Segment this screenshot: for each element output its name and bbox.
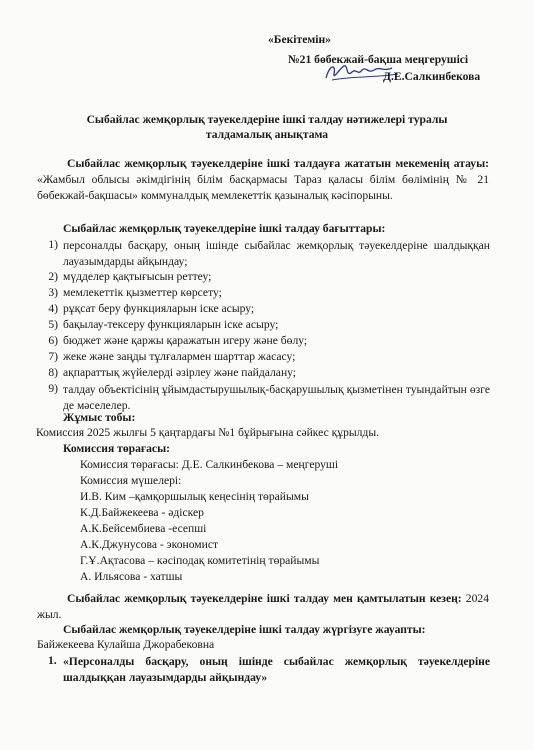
list-item-num: 7): [48, 350, 58, 363]
commission-chair: Комиссия төрағасы: Д.Е. Салкинбекова – меңгеруші: [80, 458, 339, 471]
list-item-num: 5): [48, 318, 58, 331]
list-item-num: 8): [48, 366, 58, 379]
list-item: бюджет және қаржы қаражатын игеру және бөлу;: [63, 334, 308, 347]
list-item: ақпараттық жүйелерді әзірлеу және пайдалану;: [63, 366, 297, 379]
list-item-num: 9): [48, 382, 58, 395]
org-paragraph: [37, 156, 489, 204]
period-paragraph: [37, 591, 489, 623]
list-item-num: 3): [48, 286, 58, 299]
commission-member: И.В. Ким –қамқоршылық кеңесінің төрайымы: [80, 490, 309, 503]
approval-position: №21 бөбекжай-бақша меңгерушісі: [288, 53, 469, 66]
list-item: талдау объектісінің ұйымдастырушылық-басқарушылық қызметінен туындайтын өзге де мәселелер.: [63, 383, 490, 412]
list-item-num: 4): [48, 302, 58, 315]
period-label: Сыбайлас жемқорлық тәуекелдеріне ішкі талдау мен қамтылатын кезең:: [67, 592, 462, 605]
org-text: «Жамбыл облысы әкімдігінің білім басқармасы Тараз қаласы білім бөлімінің № 21 бөбекжай-бақшасы» коммуналдық мемлекеттік қазыналық кәсіпорыны.: [37, 173, 489, 202]
approval-title: «Бекітемін»: [268, 33, 331, 46]
commission-members-label: Комиссия мүшелері:: [80, 474, 182, 487]
period-value: 2024 жыл.: [37, 592, 489, 621]
list-item: мемлекеттік қызметтер көрсету;: [63, 286, 222, 299]
approval-signatory: Д.Е.Салкинбекова: [383, 70, 481, 83]
doc-title-line2: талдамалық анықтама: [205, 128, 329, 141]
commission-member: А. Ильясова - хатшы: [80, 570, 183, 583]
list-item: бақылау-тексеру функцияларын іске асыру;: [63, 318, 279, 331]
org-label: Сыбайлас жемқорлық тәуекелдеріне ішкі талдауға жататын мекеменің атауы:: [67, 157, 489, 170]
list-item: жеке және заңды тұлғалармен шарттар жасасу;: [63, 350, 296, 363]
list-item-num: 2): [48, 270, 58, 283]
commission-member: Г.Ұ.Ақтасова – кәсіподақ комитетінің төрайымы: [80, 554, 320, 567]
list-item-num: 1): [48, 238, 58, 251]
working-group-heading: Жұмыс тобы:: [63, 411, 136, 424]
list-item: мүдделер қақтығысын реттеу;: [63, 270, 212, 283]
section-title: «Персоналды басқару, оның ішінде сыбайлас жемқорлық тәуекелдеріне шалдыққан лауазымдарды айқындау»: [63, 655, 490, 684]
commission-heading: Комиссия төрағасы:: [63, 442, 170, 455]
working-group-text: Комиссия 2025 жылғы 5 қаңтардағы №1 бұйрығына сәйкес құрылды.: [36, 426, 380, 439]
directions-heading: Сыбайлас жемқорлық тәуекелдеріне ішкі талдау бағыттары:: [63, 222, 386, 235]
commission-member: К.Д.Байжекеева - әдіскер: [80, 506, 204, 519]
commission-member: А.К.Бейсембиева -есепші: [80, 522, 207, 535]
responsible-label: Сыбайлас жемқорлық тәуекелдеріне ішкі талдау жүргізуге жауапты:: [63, 623, 426, 636]
doc-title-line1: Сыбайлас жемқорлық тәуекелдеріне ішкі талдау нәтижелері туралы: [86, 113, 448, 126]
list-item: рұқсат беру функцияларын іске асыру;: [63, 302, 255, 315]
commission-member: А.К.Джунусова - экономист: [80, 538, 219, 551]
responsible-name: Байжекеева Кулайша Джорабековна: [37, 638, 215, 651]
list-item-num: 6): [48, 334, 58, 347]
section-number: 1.: [48, 654, 57, 667]
list-item: персоналды басқару, оның ішінде сыбайлас жемқорлық тәуекелдеріне шалдыққан лауазымдарды айқындау;: [63, 239, 490, 268]
